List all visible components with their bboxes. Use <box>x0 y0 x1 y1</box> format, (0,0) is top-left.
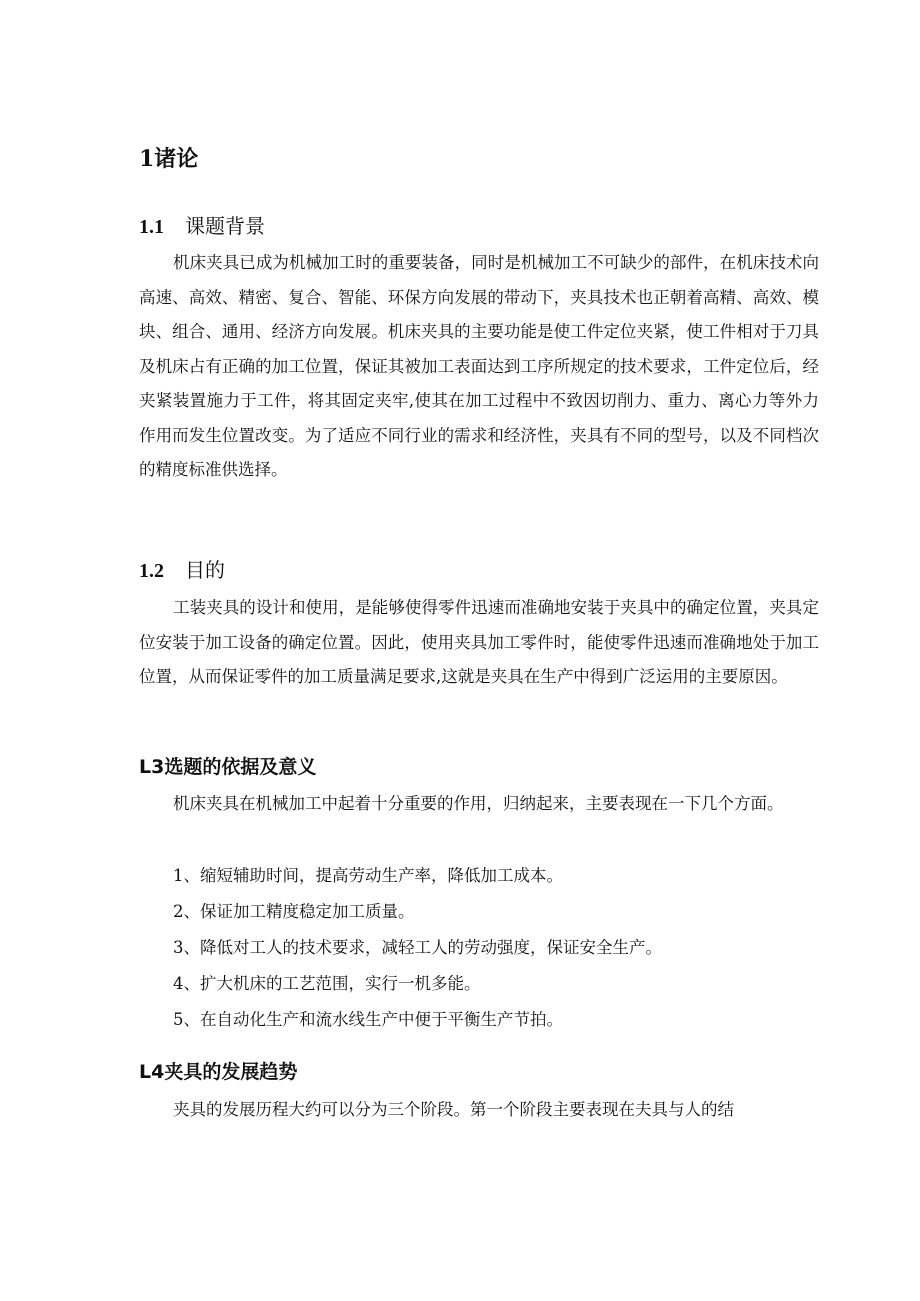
list-item: 5、在自动化生产和流水线生产中便于平衡生产节拍。 <box>173 1010 563 1029</box>
list-item: 1、缩短辅助时间，提高劳动生产率，降低加工成本。 <box>173 866 563 885</box>
list-item: 2、保证加工精度稳定加工质量。 <box>173 902 415 921</box>
chapter-title: 1诸论 <box>139 146 199 172</box>
list-item: 4、扩大机床的工艺范围，实行一机多能。 <box>173 974 481 993</box>
section-number: 1.1 <box>139 216 164 238</box>
section-1-4-heading: L4夹具的发展趋势 <box>139 1061 298 1083</box>
section-1-1-heading <box>139 210 265 239</box>
section-1-2-heading <box>139 554 225 583</box>
section-1-2-paragraph: 工装夹具的设计和使用，是能够使得零件迅速而准确地安装于夹具中的确定位置，夹具定位安装于加工设备的确定位置。因此，使用夹具加工零件时，能使零件迅速而准确地处于加工位置，从而保证零件的加工质量满足要求,这就是夹具在生产中得到广泛运用的主要原因。 <box>139 598 819 686</box>
section-title: 目的 <box>185 558 225 582</box>
list-item: 3、降低对工人的技术要求，减轻工人的劳动强度，保证安全生产。 <box>173 938 662 957</box>
section-number: 1.2 <box>139 560 164 582</box>
section-1-1-paragraph: 机床夹具已成为机械加工时的重要装备，同时是机械加工不可缺少的部件，在机床技术向高速、高效、精密、复合、智能、环保方向发展的带动下，夹具技术也正朝着高精、高效、模块、组合、通用、经济方向发展。机床夹具的主要功能是使工件定位夹紧，使工件相对于刀具及机床占有正确的加工位置，保证其被加工表面达到工序所规定的技术要求，工件定位后，经夹紧装置施力于工件，将其固定夹牢,使其在加工过程中不致因切削力、重力、离心力等外力作用而发生位置改变。为了适应不同行业的需求和经济性，夹具有不同的型号，以及不同档次的精度标准供选择。 <box>139 253 819 479</box>
section-title: 课题背景 <box>185 214 265 238</box>
section-1-4-paragraph: 夹具的发展历程大约可以分为三个阶段。第一个阶段主要表现在夫具与人的结 <box>173 1100 734 1119</box>
section-1-3-paragraph: 机床夹具在机械加工中起着十分重要的作用，归纳起来，主要表现在一下几个方面。 <box>173 794 784 813</box>
section-1-3-heading: L3选题的依据及意义 <box>139 756 317 778</box>
